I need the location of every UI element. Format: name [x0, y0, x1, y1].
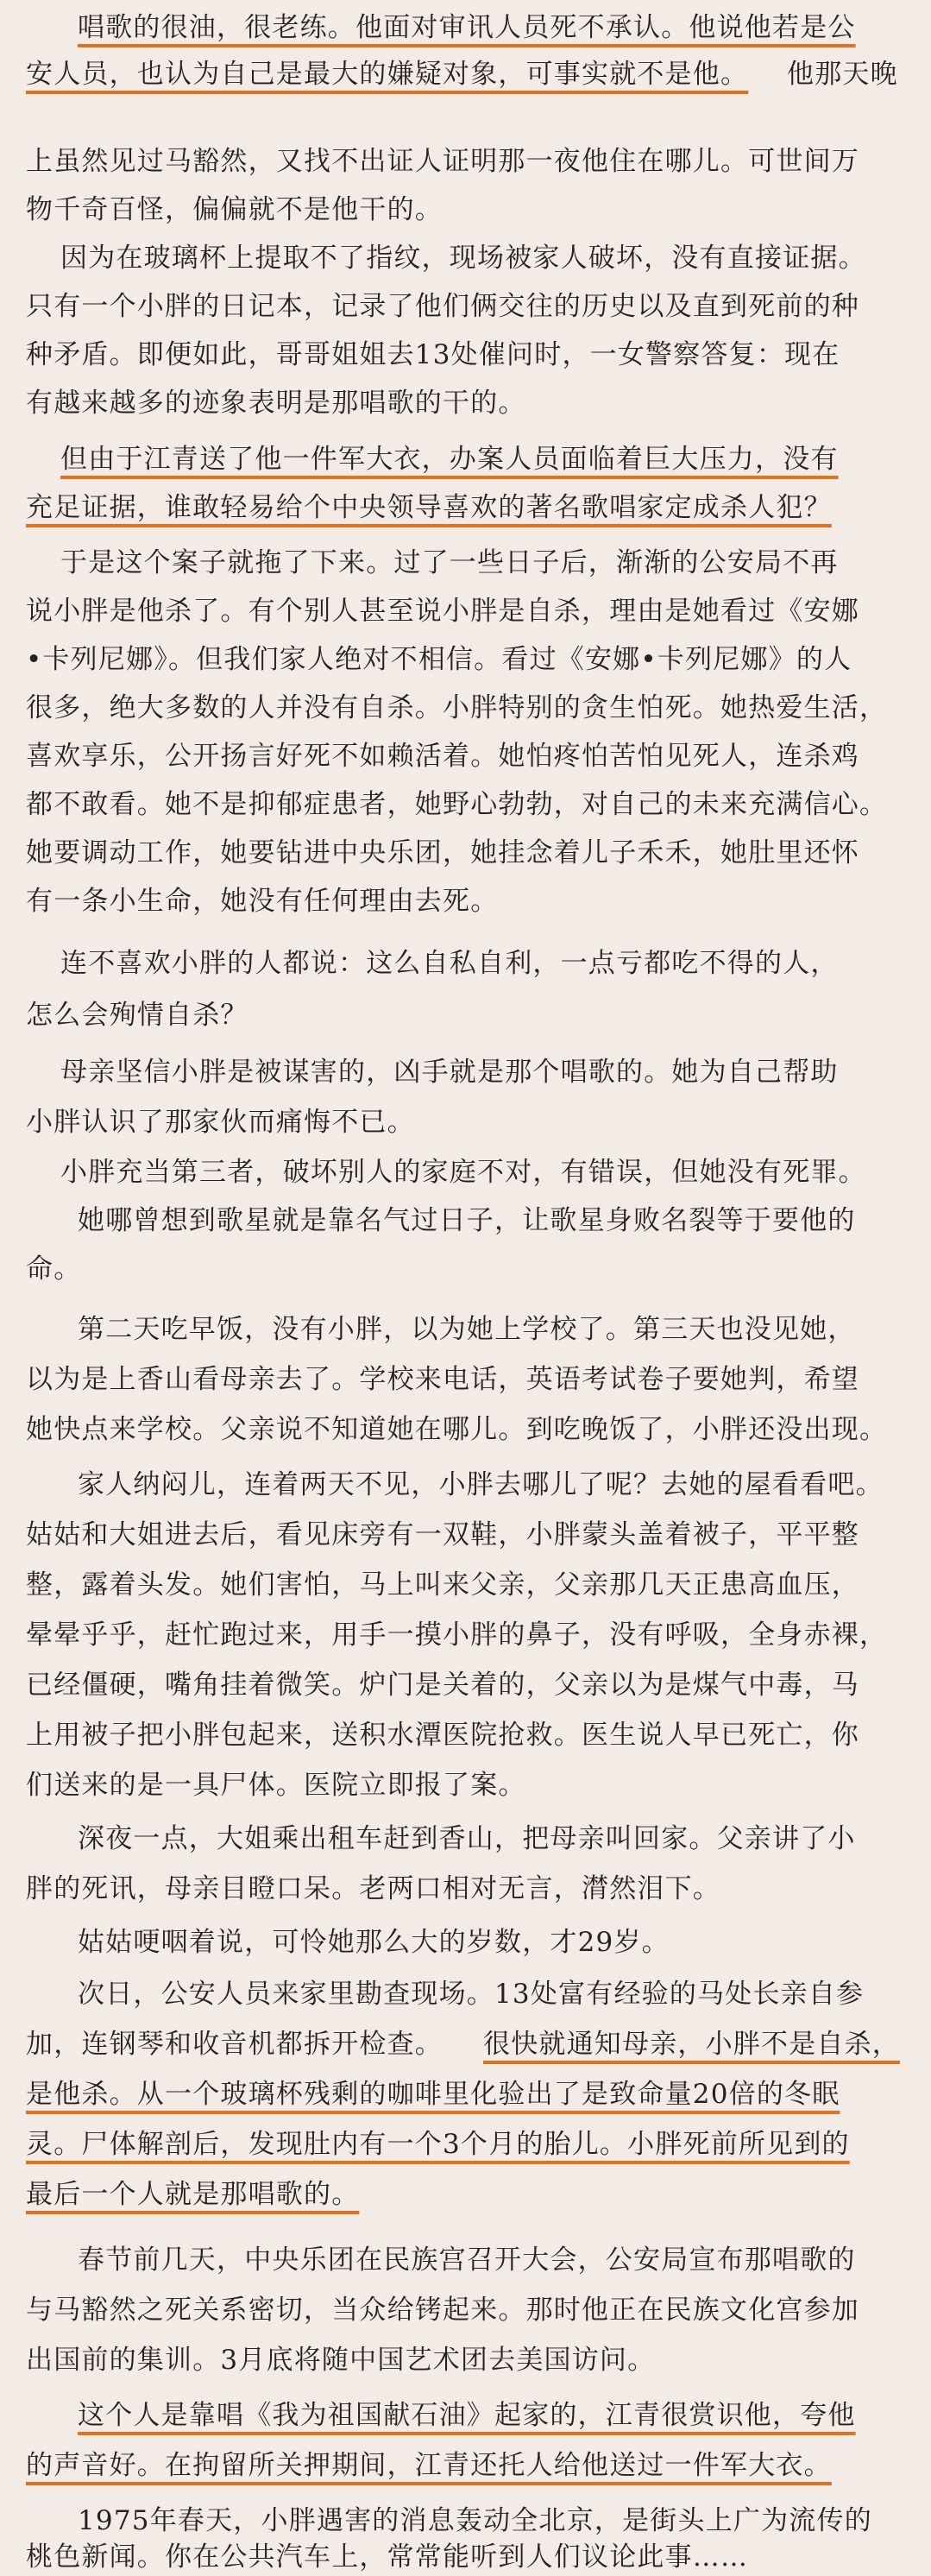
text-line: 胖的死讯，母亲目瞪口呆。老两口相对无言，潸然泪下。	[26, 1873, 720, 1904]
text-line: 春节前几天，中央乐团在民族宫召开大会，公安局宣布那唱歌的	[78, 2245, 856, 2276]
text-line: 但由于江青送了他一件军大衣，办案人员面临着巨大压力，没有	[60, 444, 839, 475]
text-line: 命。	[26, 1253, 82, 1285]
text-line: •卡列尼娜》。但我们家人绝对不相信。看过《安娜•卡列尼娜》的人	[26, 644, 852, 675]
text-line: 说小胖是他杀了。有个别人甚至说小胖是自杀，理由是她看过《安娜	[26, 596, 859, 627]
text-line: 的声音好。在拘留所关押期间，江青还托人给他送过一件军大衣。	[26, 2450, 832, 2481]
text-line: 加，连钢琴和收音机都拆开检查。	[26, 2029, 443, 2060]
text-line: 安人员，也认为自己是最大的嫌疑对象，可事实就不是他。	[26, 59, 749, 90]
text-line: 最后一个人就是那唱歌的。	[26, 2179, 360, 2210]
text-line: 都不敢看。她不是抑郁症患者，她野心勃勃，对自己的未来充满信心。	[26, 789, 888, 820]
text-line: 有一条小生命，她没有任何理由去死。	[26, 886, 499, 917]
text-line: 于是这个案子就拖了下来。过了一些日子后，渐渐的公安局不再	[60, 547, 839, 578]
text-line: 这个人是靠唱《我为祖国献石油》起家的，江青很赏识他，夸他	[78, 2400, 856, 2431]
text-line: 已经僵硬，嘴角挂着微笑。炉门是关着的，父亲以为是煤气中毒，马	[26, 1670, 859, 1701]
text-line: 怎么会殉情自杀？	[26, 1000, 248, 1031]
text-line: 他那天晚	[787, 59, 898, 90]
text-line: 晕晕乎乎，赶忙跑过来，用手一摸小胖的鼻子，没有呼吸，全身赤裸，	[26, 1619, 888, 1651]
text-line: 们送来的是一具尸体。医院立即报了案。	[26, 1770, 526, 1801]
text-line: 与马豁然之死关系密切，当众给铐起来。那时他正在民族文化宫参加	[26, 2295, 859, 2326]
text-line: 姑姑哽咽着说，可怜她那么大的岁数，才29岁。	[78, 1927, 670, 1958]
text-line: 家人纳闷儿，连着两天不见，小胖去哪儿了呢？去她的屋看看吧。	[78, 1469, 884, 1500]
text-line: 有越来越多的迹象表明是那唱歌的干的。	[26, 388, 526, 419]
text-line: 小胖充当第三者，破坏别人的家庭不对，有错误，但她没有死罪。	[60, 1157, 866, 1188]
text-line: 物千奇百怪，偏偏就不是他干的。	[26, 194, 443, 225]
text-line: 次日，公安人员来家里勘查现场。13处富有经验的马处长亲自参	[78, 1979, 865, 2010]
text-line: 充足证据，谁敢轻易给个中央领导喜欢的著名歌唱家定成杀人犯？	[26, 492, 832, 523]
text-line: 母亲坚信小胖是被谋害的，凶手就是那个唱歌的。她为自己帮助	[60, 1057, 839, 1088]
text-line: 她要调动工作，她要钻进中央乐团，她挂念着儿子禾禾，她肚里还怀	[26, 837, 859, 868]
text-line: 喜欢享乐，公开扬言好死不如赖活着。她怕疼怕苦怕见死人，连杀鸡	[26, 741, 859, 772]
text-line: 很快就通知母亲，小胖不是自杀，	[483, 2029, 900, 2060]
text-line: 1975年春天，小胖遇害的消息轰动全北京，是街头上广为流传的	[78, 2505, 872, 2536]
text-line: 是他杀。从一个玻璃杯残剩的咖啡里化验出了是致命量20倍的冬眠	[26, 2079, 840, 2110]
text-line: 深夜一点，大姐乘出租车赶到香山，把母亲叫回家。父亲讲了小	[78, 1823, 856, 1854]
text-line: 连不喜欢小胖的人都说：这么自私自利，一点亏都吃不得的人，	[60, 948, 839, 979]
text-line: 上用被子把小胖包起来，送积水潭医院抢救。医生说人早已死亡，你	[26, 1720, 859, 1751]
text-line: 小胖认识了那家伙而痛悔不已。	[26, 1107, 415, 1138]
text-line: 很多，绝大多数的人并没有自杀。小胖特别的贪生怕死。她热爱生活，	[26, 692, 888, 723]
text-line: 种矛盾。即便如此，哥哥姐姐去13处催问时，一女警察答复：现在	[26, 339, 840, 370]
text-line: 灵。尸体解剖后，发现肚内有一个3个月的胎儿。小胖死前所见到的	[26, 2129, 850, 2160]
text-line: 出国前的集训。3月底将随中国艺术团去美国访问。	[26, 2345, 656, 2376]
text-line: 第二天吃早饭，没有小胖，以为她上学校了。第三天也没见她，	[78, 1314, 856, 1345]
text-line: 桃色新闻。你在公共汽车上，常常能听到人们议论此事……	[26, 2541, 749, 2573]
text-line: 只有一个小胖的日记本，记录了他们俩交往的历史以及直到死前的种	[26, 291, 859, 322]
text-line: 她哪曾想到歌星就是靠名气过日子，让歌星身败名裂等于要他的	[78, 1205, 856, 1236]
text-line: 上虽然见过马豁然，又找不出证人证明那一夜他住在哪儿。可世间万	[26, 146, 859, 177]
text-line: 以为是上香山看母亲去了。学校来电话，英语考试卷子要她判，希望	[26, 1364, 859, 1395]
text-line: 她快点来学校。父亲说不知道她在哪儿。到吃晚饭了，小胖还没出现。	[26, 1414, 888, 1445]
text-line: 唱歌的很油，很老练。他面对审讯人员死不承认。他说他若是公	[78, 12, 856, 43]
text-line: 因为在玻璃杯上提取不了指纹，现场被家人破坏，没有直接证据。	[60, 243, 866, 274]
text-line: 姑姑和大姐进去后，看见床旁有一双鞋，小胖蒙头盖着被子，平平整	[26, 1519, 859, 1550]
text-line: 整，露着头发。她们害怕，马上叫来父亲，父亲那几天正患高血压，	[26, 1569, 859, 1601]
